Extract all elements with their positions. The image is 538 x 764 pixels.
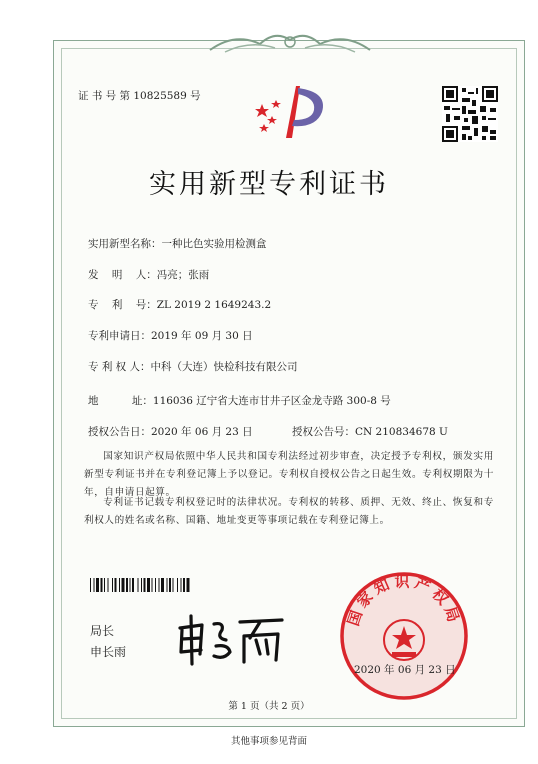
announce-date-value: 2020 年 06 月 23 日 — [151, 426, 253, 438]
footer-note: 其他事项参见背面 — [230, 736, 307, 747]
decorative-crest — [205, 28, 375, 56]
name-label: 实用新型名称： — [88, 238, 162, 250]
patentee-value: 中科（大连）快检科技有限公司 — [150, 361, 298, 373]
address-field — [88, 393, 391, 408]
inventor-label: 发 明 人： — [88, 269, 157, 281]
address-label: 地 址： — [88, 395, 153, 407]
address-value: 116036 辽宁省大连市甘井子区金龙寺路 300-8 号 — [152, 395, 391, 407]
name-value: 一种比色实验用检测盒 — [161, 238, 267, 250]
filing-date-field — [88, 328, 253, 343]
barcode — [90, 578, 265, 592]
inventor-value: 冯亮；张雨 — [156, 269, 210, 281]
inventor-field — [88, 267, 209, 282]
filing-date-label: 专利申请日： — [88, 330, 151, 342]
cnipa-logo — [250, 82, 330, 144]
seal-text: 国家知识产权局 — [344, 572, 464, 629]
patentee-field — [88, 359, 298, 374]
patent-number-label: 专 利 号： — [88, 299, 157, 311]
seal-date: 2020 年 06 月 23 日 — [354, 664, 456, 676]
certificate-number: 证 书 号 第 10825589 号 — [78, 90, 201, 102]
qr-code — [442, 86, 498, 142]
page-number: 第 1 页（共 2 页） — [228, 701, 310, 712]
director-title: 局长 — [90, 624, 115, 638]
announce-number-label: 授权公告号： — [292, 426, 355, 438]
name-field — [88, 236, 267, 251]
grant-paragraph: 国家知识产权局依照中华人民共和国专利法经过初步审查，决定授予专利权，颁发实用新型专利证书并在专利登记簿上予以登记。专利权自授权公告之日起生效。专利权期限为十年，自申请日起算。 — [84, 451, 494, 498]
announce-number-field — [292, 424, 448, 439]
official-seal — [338, 570, 470, 702]
filing-date-value: 2019 年 09 月 30 日 — [151, 330, 253, 342]
patent-number-value: ZL 2019 2 1649243.2 — [156, 299, 272, 311]
director-name: 申长雨 — [90, 645, 127, 659]
patent-number-field — [88, 297, 271, 312]
announce-date-label: 授权公告日： — [88, 426, 151, 438]
legal-status-paragraph: 专利证书记载专利权登记时的法律状况。专利权的转移、质押、无效、终止、恢复和专利权人的姓名或名称、国籍、地址变更等事项记载在专利登记簿上。 — [84, 497, 494, 526]
handwritten-signature — [170, 608, 290, 668]
announce-date-field — [88, 424, 253, 439]
announce-number-value: CN 210834678 U — [355, 426, 448, 438]
patentee-label: 专 利 权 人： — [88, 361, 151, 373]
certificate-title: 实用新型专利证书 — [149, 169, 389, 200]
